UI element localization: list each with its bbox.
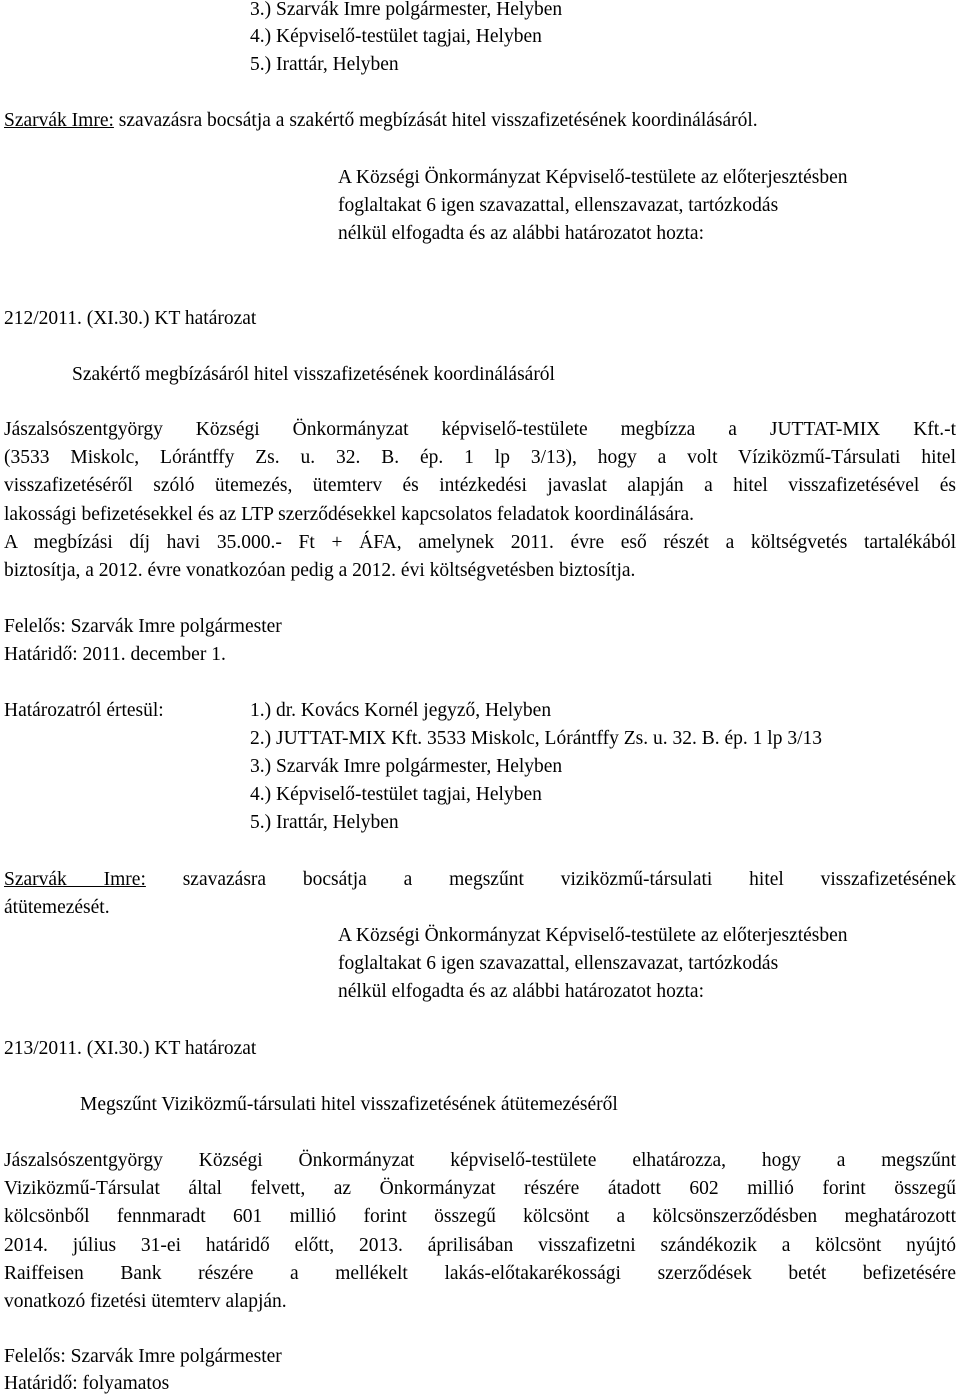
body-line: Jászalsószentgyörgy Községi Önkormányzat képviselő-testülete elhatározza, hogy a megszűnt <box>4 1150 956 1171</box>
resolution-number: 213/2011. (XI.30.) KT határozat <box>4 1038 257 1059</box>
resolution-title: Megszűnt Viziközmű-társulati hitel visszafizetésének átütemezéséről <box>80 1094 618 1115</box>
vote-statement <box>4 109 758 133</box>
speaker-name: Szarvák Imre: <box>4 869 146 890</box>
resolution-title: Szakértő megbízásáról hitel visszafizetésének koordinálásáról <box>72 364 555 385</box>
body-line: Raiffeisen Bank részére a mellékelt lakás-előtakarékossági szerződések betét befizetésére <box>4 1262 956 1284</box>
vote-result-line: A Községi Önkormányzat Képviselő-testülete az előterjesztésben <box>338 167 848 188</box>
vote-statement <box>4 866 956 922</box>
notify-item: 3.) Szarvák Imre polgármester, Helyben <box>250 756 563 777</box>
body-line: (3533 Miskolc, Lórántffy Zs. u. 32. B. ép. 1 lp 3/13), hogy a volt Víziközmű-Társulati hitel <box>4 447 956 469</box>
notify-item: 2.) JUTTAT-MIX Kft. 3533 Miskolc, Lórántffy Zs. u. 32. B. ép. 1 lp 3/13 <box>250 728 823 749</box>
notify-item: 4.) Képviselő-testület tagjai, Helyben <box>250 784 542 805</box>
resolution-number: 212/2011. (XI.30.) KT határozat <box>4 308 257 329</box>
vote-result-line: A Községi Önkormányzat Képviselő-testülete az előterjesztésben <box>338 925 848 946</box>
recipient-item: 5.) Irattár, Helyben <box>250 54 399 75</box>
body-line: biztosítja, a 2012. évre vonatkozóan pedig a 2012. évi költségvetésben biztosítja. <box>4 560 636 582</box>
recipient-item: 3.) Szarvák Imre polgármester, Helyben <box>250 0 563 20</box>
body-line: kölcsönből fennmaradt 601 millió forint összegű kölcsönt a kölcsönszerződésben meghatározott <box>4 1206 956 1228</box>
vote-text: szavazásra bocsátja a szakértő megbízását hitel visszafizetésének koordinálásáról. <box>113 110 758 131</box>
vote-result-line: nélkül elfogadta és az alábbi határozatot hozta: <box>338 223 704 244</box>
vote-line <box>4 866 956 894</box>
body-line: A megbízási díj havi 35.000.- Ft + ÁFA, amelynek 2011. évre eső részét a költségvetés tartalékából <box>4 531 956 553</box>
body-line: vonatkozó fizetési ütemterv alapján. <box>4 1291 287 1313</box>
responsible-person: Felelős: Szarvák Imre polgármester <box>4 616 282 637</box>
vote-result-line: nélkül elfogadta és az alábbi határozatot hozta: <box>338 981 704 1002</box>
notify-item: 5.) Irattár, Helyben <box>250 812 399 833</box>
vote-line: átütemezését. <box>4 897 110 919</box>
vote-result-line: foglaltakat 6 igen szavazattal, ellenszavazat, tartózkodás <box>338 953 779 974</box>
notify-label: Határozatról értesül: <box>4 700 164 721</box>
notify-item: 1.) dr. Kovács Kornél jegyző, Helyben <box>250 700 552 721</box>
body-line: Viziközmű-Társulat által felvett, az Önkormányzat részére átadott 602 millió forint összegű <box>4 1178 956 1200</box>
body-line: lakossági befizetésekkel és az LTP szerződésekkel kapcsolatos feladatok koordinálására. <box>4 503 694 525</box>
responsible-person: Felelős: Szarvák Imre polgármester <box>4 1346 282 1367</box>
vote-text: szavazásra bocsátja a megszűnt viziközmű-társulati hitel visszafizetésének <box>182 869 956 890</box>
body-line: 2014. július 31-ei határidő előtt, 2013. áprilisában visszafizetni szándékozik a kölcsönt nyújtó <box>4 1234 956 1256</box>
vote-result-line: foglaltakat 6 igen szavazattal, ellenszavazat, tartózkodás <box>338 195 779 216</box>
body-line: visszafizetéséről szóló ütemezés, ütemterv és intézkedési javaslat alapján a hitel visszafizetésével és <box>4 475 956 497</box>
deadline: Határidő: 2011. december 1. <box>4 644 226 665</box>
resolution-body <box>4 1147 956 1316</box>
recipient-item: 4.) Képviselő-testület tagjai, Helyben <box>250 26 542 47</box>
resolution-body <box>4 416 956 585</box>
speaker-name: Szarvák Imre: <box>4 110 114 131</box>
deadline: Határidő: folyamatos <box>4 1373 170 1394</box>
body-line: Jászalsószentgyörgy Községi Önkormányzat képviselő-testülete megbízza a JUTTAT-MIX Kft.-t <box>4 419 956 440</box>
